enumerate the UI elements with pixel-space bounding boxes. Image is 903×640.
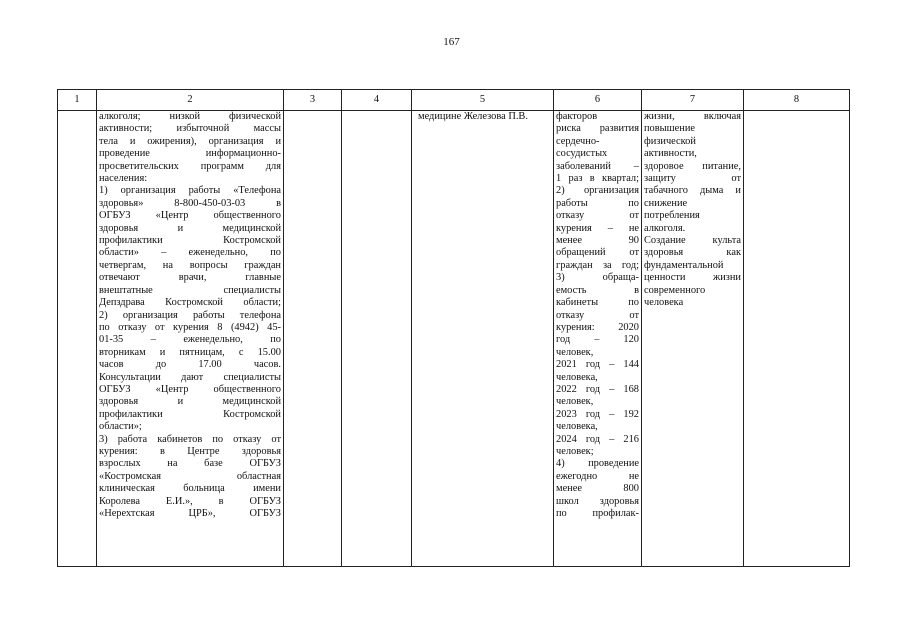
- text-line: емость в: [556, 284, 639, 296]
- text-line: 2024 год – 216: [556, 433, 639, 445]
- text-line: работы по: [556, 197, 639, 209]
- text-line: 2022 год – 168: [556, 383, 639, 395]
- text-line: профилактики Костромской: [99, 408, 281, 420]
- text-line: здоровья» 8-800-450-03-03 в: [99, 197, 281, 209]
- text-line: внештатные специалисты: [99, 284, 281, 296]
- text-line: граждан за год;: [556, 259, 639, 271]
- text-line: вторникам и пятницам, с 15.00: [99, 346, 281, 358]
- text-line: человека,: [556, 371, 598, 383]
- text-line: Депздрава Костромской области;: [99, 297, 281, 309]
- text-line: кабинеты по: [556, 297, 639, 309]
- cell-col-2: [97, 111, 284, 567]
- text-line: области» – еженедельно, по: [99, 247, 281, 259]
- cell-col-3: [284, 111, 342, 567]
- text-line: Консультации дают специалисты: [99, 371, 281, 383]
- text-line: менее 800: [556, 483, 639, 495]
- text-line: активности; избыточной массы: [99, 123, 281, 135]
- cell-col-8: [744, 111, 850, 567]
- text-line: современного: [644, 284, 706, 296]
- text-line: ценности жизни: [644, 272, 741, 284]
- cell-col-6: [554, 111, 642, 567]
- text-line: проведение информационно-: [99, 148, 281, 160]
- text-line: повышение: [644, 123, 695, 135]
- text-line: 1 раз в квартал;: [556, 173, 639, 185]
- text-line: здоровья и медицинской: [99, 222, 281, 234]
- text-line: риска развития: [556, 123, 639, 135]
- text-line: защиту от: [644, 173, 741, 185]
- text-line: клиническая больница имени: [99, 483, 281, 495]
- cell-col-1: [58, 111, 97, 567]
- text-line: факторов: [556, 111, 598, 122]
- text-line: 3) обраща-: [556, 272, 639, 284]
- text-line: человека: [644, 297, 684, 309]
- text-line: Королева Е.И.», в ОГБУЗ: [99, 495, 281, 507]
- text-line: фундаментальной: [644, 259, 724, 271]
- text-line: здоровое питание,: [644, 160, 741, 172]
- text-line: 2) организация работы телефона: [99, 309, 281, 321]
- text-line: профилактики Костромской: [99, 235, 281, 247]
- text-line: здоровья как: [644, 247, 741, 259]
- expected-results: [644, 111, 741, 566]
- text-line: ОГБУЗ «Центр общественного: [99, 383, 281, 395]
- text-line: 3) работа кабинетов по отказу от: [99, 433, 281, 445]
- header-col-3: 3: [284, 90, 342, 111]
- text-line: курения – не: [556, 222, 639, 234]
- text-line: 01-35 – еженедельно, по: [99, 334, 281, 346]
- text-line: сердечно-: [556, 135, 600, 147]
- header-col-6: 6: [554, 90, 642, 111]
- text-line: области»;: [99, 421, 142, 433]
- text-line: физической: [644, 135, 696, 147]
- header-col-7: 7: [642, 90, 744, 111]
- text-line: Создание культа: [644, 235, 741, 247]
- text-line: отказу от: [556, 309, 639, 321]
- text-line: обращений от: [556, 247, 639, 259]
- text-line: человек,: [556, 396, 594, 408]
- text-line: снижение: [644, 197, 688, 209]
- text-line: человек,: [556, 346, 594, 358]
- text-line: по профилак-: [556, 508, 639, 519]
- text-line: просветительских программ для: [99, 160, 281, 172]
- page-number: 167: [443, 36, 460, 48]
- text-line: табачного дыма и: [644, 185, 741, 197]
- text-line: сосудистых: [556, 148, 608, 160]
- text-line: 2021 год – 144: [556, 359, 639, 371]
- text-line: человека,: [556, 421, 598, 433]
- text-line: «Нерехтская ЦРБ», ОГБУЗ: [99, 508, 281, 519]
- text-line: алкоголя; низкой физической: [99, 111, 281, 122]
- measure-description: [99, 111, 281, 566]
- text-line: человек;: [556, 445, 594, 457]
- text-line: 2023 год – 192: [556, 408, 639, 420]
- text-line: часов до 17.00 часов.: [99, 359, 281, 371]
- text-line: ОГБУЗ «Центр общественного: [99, 210, 281, 222]
- text-line: здоровья и медицинской: [99, 396, 281, 408]
- header-col-5: 5: [412, 90, 554, 111]
- header-col-8: 8: [744, 90, 850, 111]
- text-line: ежегодно не: [556, 470, 639, 482]
- header-col-1: 1: [58, 90, 97, 111]
- target-indicators: [556, 111, 639, 566]
- text-line: школ здоровья: [556, 495, 639, 507]
- cell-col-4: [342, 111, 412, 567]
- text-line: взрослых на базе ОГБУЗ: [99, 458, 281, 470]
- cell-col-7: [642, 111, 744, 567]
- text-line: тела и ожирения), организация и: [99, 135, 281, 147]
- text-line: по отказу от курения 8 (4942) 45-: [99, 321, 281, 333]
- header-col-2: 2: [97, 90, 284, 111]
- cell-col-5: медицине Железова П.В.: [412, 111, 554, 567]
- text-line: потребления: [644, 210, 700, 222]
- measures-table: [57, 89, 850, 567]
- text-line: жизни, включая: [644, 111, 741, 122]
- text-line: курения: в Центре здоровья: [99, 445, 281, 457]
- text-line: менее 90: [556, 235, 639, 247]
- text-line: четвергам, на вопросы граждан: [99, 259, 281, 271]
- text-line: 1) организация работы «Телефона: [99, 185, 281, 197]
- table-row: [58, 111, 850, 567]
- text-line: активности,: [644, 148, 697, 160]
- text-line: алкоголя.: [644, 222, 686, 234]
- text-line: год – 120: [556, 334, 639, 346]
- text-line: заболеваний –: [556, 160, 639, 172]
- header-row: [58, 90, 850, 111]
- text-line: 2) организация: [556, 185, 639, 197]
- text-line: «Костромская областная: [99, 470, 281, 482]
- text-line: отвечают врачи, главные: [99, 272, 281, 284]
- text-line: населения:: [99, 173, 148, 185]
- text-line: курения: 2020: [556, 321, 639, 333]
- header-col-4: 4: [342, 90, 412, 111]
- text-line: 4) проведение: [556, 458, 639, 470]
- text-line: отказу от: [556, 210, 639, 222]
